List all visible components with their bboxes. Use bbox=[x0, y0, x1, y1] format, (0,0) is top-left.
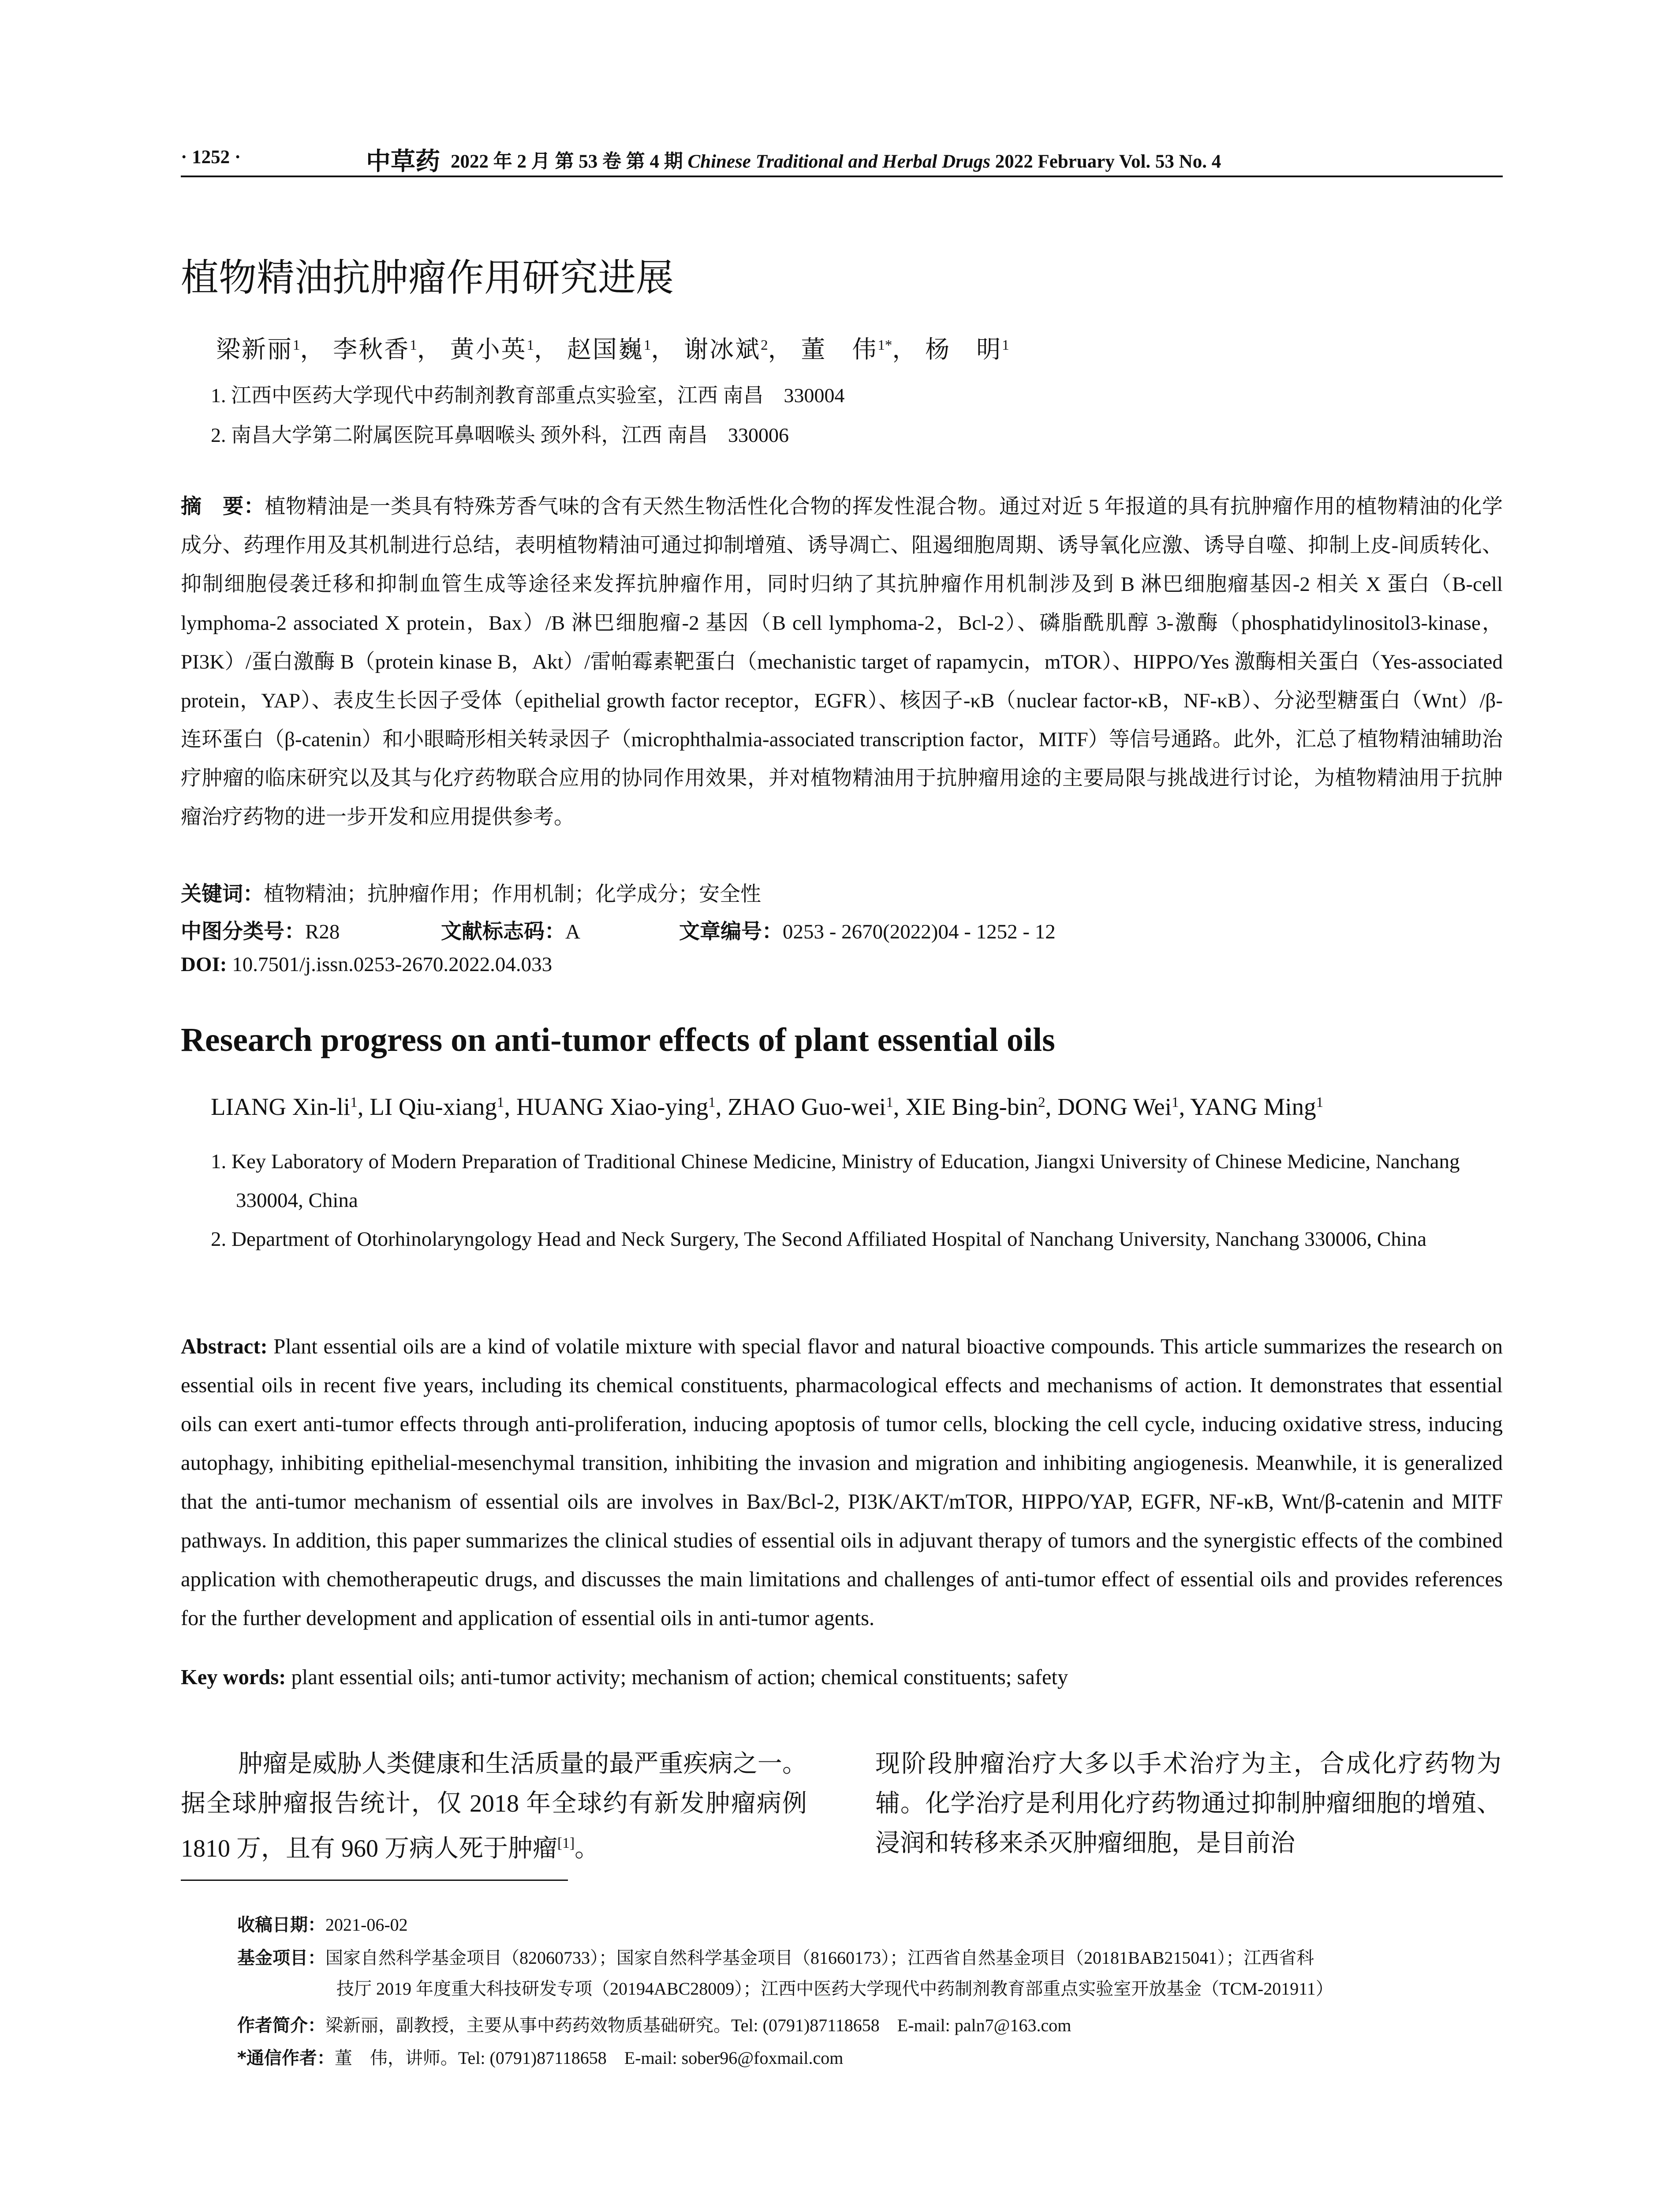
footnote-fund bbox=[237, 1943, 1503, 2004]
corresponding-label: *通信作者： bbox=[237, 2048, 335, 2068]
author-cn: 赵国巍$^1$， bbox=[567, 336, 677, 363]
footnote-corresponding bbox=[237, 2043, 1503, 2074]
author-bio: 梁新丽，副教授，主要从事中药药效物质基础研究。Tel: (0791)87118658 E-mail: paln7@163.com bbox=[325, 2015, 1071, 2035]
author-en: DONG Wei$^1$, bbox=[1057, 1093, 1190, 1120]
header-rule bbox=[181, 176, 1503, 177]
keywords-en bbox=[181, 1665, 1068, 1689]
journal-name-cn: 中草药 bbox=[366, 147, 440, 176]
authors-en bbox=[211, 1093, 1323, 1121]
received-label: 收稿日期： bbox=[237, 1915, 325, 1935]
body-paragraph: 肿瘤是威胁人类健康和生活质量的最严重疾病之一。据全球肿瘤报告统计，仅 2018 年全球约有新发肿瘤病例 1810 万，且有 960 万病人死于肿瘤[1]。 bbox=[181, 1750, 807, 1863]
abstract-cn-text: 植物精油是一类具有特殊芳香气味的含有天然生物活性化合物的挥发性混合物。通过对近 5 年报道的具有抗肿瘤作用的植物精油的化学成分、药理作用及其机制进行总结，表明植物精油可通过抑制增殖、诱导凋亡、阻遏细胞周期、诱导氧化应激、诱导自噬、抑制上皮-间质转化、抑制细胞侵袭迁移和抑制血管生成等途径来发挥抗肿瘤作用，同时归纳了其抗肿瘤作用机制涉及到 B 淋巴细胞瘤基因-2 相关 X 蛋白（B-cell lymphoma-2 associated X protein，Bax）/B 淋巴细胞瘤-2 基因（B cell lymphoma-2，Bcl-2）、磷脂酰肌醇 3-激酶（phosphatidylinositol3-kinase，PI3K）/蛋白激酶 B（protein kinase B，Akt）/雷帕霉素靶蛋白（mechanistic target of rapamycin，mTOR）、HIPPO/Yes 激酶相关蛋白（Yes-associated protein，YAP）、表皮生长因子受体（epithelial growth factor receptor，EGFR）、核因子-κB（nuclear factor-κB，NF-κB）、分泌型糖蛋白（Wnt）/β-连环蛋白（β-catenin）和小眼畸形相关转录因子（microphthalmia-associated transcription factor，MITF）等信号通路。此外，汇总了植物精油辅助治疗肿瘤的临床研究以及其与化疗药物联合应用的协同作用效果，并对植物精油用于抗肿瘤用途的主要局限与挑战进行讨论，为植物精油用于抗肿瘤治疗药物的进一步开发和应用提供参考。 bbox=[181, 495, 1503, 829]
abstract-en bbox=[181, 1327, 1503, 1638]
footnote-rule bbox=[181, 1880, 568, 1881]
affiliation-en-1: 1. Key Laboratory of Modern Preparation of Traditional Chinese Medicine, Ministry of Education, Jiangxi University of Chinese Medicine, Nanchang 330004, China bbox=[211, 1150, 1460, 1212]
doi-line bbox=[181, 953, 552, 976]
abstract-cn bbox=[181, 487, 1503, 837]
keywords-cn-text: 植物精油；抗肿瘤作用；作用机制；化学成分；安全性 bbox=[264, 883, 761, 906]
body-column-left bbox=[181, 1744, 807, 1869]
body-paragraph: 现阶段肿瘤治疗大多以手术治疗为主，合成化疗药物为辅。化学治疗是利用化疗药物通过抑制肿瘤细胞的增殖、浸润和转移来杀灭肿瘤细胞，是目前治 bbox=[875, 1750, 1501, 1857]
keywords-en-text: plant essential oils; anti-tumor activity; mechanism of action; chemical constituents; safety bbox=[291, 1666, 1068, 1689]
issue-en: 2022 February Vol. 53 No. 4 bbox=[995, 151, 1221, 172]
running-header bbox=[181, 142, 1504, 176]
classification-line bbox=[181, 915, 1503, 946]
author-bio-label: 作者简介： bbox=[237, 2015, 325, 2036]
article-no-value: 0253 - 2670(2022)04 - 1252 - 12 bbox=[783, 920, 1056, 943]
body-column-right bbox=[875, 1744, 1501, 1863]
author-en: YANG Ming$^1$ bbox=[1190, 1093, 1324, 1120]
received-date: 2021-06-02 bbox=[325, 1915, 408, 1935]
keywords-cn-label: 关键词： bbox=[181, 882, 264, 906]
title-en: Research progress on anti-tumor effects of plant essential oils bbox=[181, 1021, 1055, 1058]
authors-cn bbox=[216, 330, 1009, 365]
fund-text-1: 国家自然科学基金项目（82060733）；国家自然科学基金项目（81660173）；江西省自然基金项目（20181BAB215041）；江西省科 bbox=[325, 1948, 1314, 1968]
fund-text-2: 技厅 2019 年度重大科技研发专项（20194ABC28009）；江西中医药大学现代中药制剂教育部重点实验室开放基金（TCM-201911） bbox=[336, 1979, 1333, 1999]
abstract-en-label: Abstract: bbox=[181, 1335, 268, 1358]
abstract-cn-label: 摘 要： bbox=[181, 494, 265, 519]
doc-code-label: 文献标志码： bbox=[441, 919, 565, 944]
corresponding-author: 董 伟，讲师。Tel: (0791)87118658 E-mail: sober96@foxmail.com bbox=[334, 2048, 844, 2068]
author-cn: 李秋香$^1$， bbox=[333, 336, 443, 363]
fund-label: 基金项目： bbox=[237, 1948, 325, 1968]
author-cn: 杨 明$^1$ bbox=[925, 336, 1009, 363]
author-cn: 黄小英$^1$， bbox=[450, 336, 560, 363]
author-en: XIE Bing-bin$^2$, bbox=[905, 1093, 1058, 1120]
page-number: · 1252 · bbox=[181, 147, 241, 168]
article-no-label: 文章编号： bbox=[679, 919, 783, 944]
abstract-en-text: Plant essential oils are a kind of volatile mixture with special flavor and natural bioactive compounds. This article summarizes the research on essential oils in recent five years, including its chemical constituents, pharmacological effects and mechanisms of action. It demonstrates that essential oils can exert anti-tumor effects through anti-proliferation, inducing apoptosis of tumor cells, blocking the cell cycle, inducing oxidative stress, inducing autophagy, inhibiting epithelial-mesenchymal transition, inhibiting the invasion and migration and inhibiting angiogenesis. Meanwhile, it is generalized that the anti-tumor mechanism of essential oils are involves in Bax/Bcl-2, PI3K/AKT/mTOR, HIPPO/YAP, EGFR, NF-κB, Wnt/β-catenin and MITF pathways. In addition, this paper summarizes the clinical studies of essential oils in adjuvant therapy of tumors and the synergistic effects of the combined application with chemotherapeutic drugs, and discusses the main limitations and challenges of anti-tumor effect of essential oils and provides references for the further development and application of essential oils in anti-tumor agents. bbox=[181, 1335, 1503, 1630]
author-en: HUANG Xiao-ying$^1$, bbox=[516, 1093, 728, 1120]
affiliation-cn-2: 2. 南昌大学第二附属医院耳鼻咽喉头 颈外科，江西 南昌 330006 bbox=[211, 424, 789, 446]
keywords-cn bbox=[181, 878, 761, 907]
footnote-author bbox=[237, 2010, 1503, 2041]
author-cn: 梁新丽$^1$， bbox=[216, 336, 326, 363]
author-en: LI Qiu-xiang$^1$, bbox=[370, 1093, 516, 1120]
affiliations-en bbox=[211, 1142, 1503, 1259]
doi-label: DOI: bbox=[181, 953, 227, 976]
issue-cn: 2022 年 2 月 第 53 卷 第 4 期 bbox=[451, 151, 683, 172]
footnote-received bbox=[237, 1910, 1503, 1940]
author-en: LIANG Xin-$li^1$, bbox=[211, 1093, 370, 1120]
affiliation-cn-1: 1. 江西中医药大学现代中药制剂教育部重点实验室，江西 南昌 330004 bbox=[211, 384, 845, 407]
citation-ref: [1] bbox=[557, 1835, 575, 1851]
journal-issue bbox=[451, 146, 1221, 173]
author-en: ZHAO Guo-wei$^1$, bbox=[728, 1093, 906, 1120]
doi-value: 10.7501/j.issn.0253-2670.2022.04.033 bbox=[232, 953, 553, 976]
author-cn: 董 伟$^{1*}$， bbox=[801, 336, 918, 363]
author-cn: 谢冰斌$^2$， bbox=[684, 336, 794, 363]
clc-value: R28 bbox=[305, 920, 340, 943]
journal-name-en: Chinese Traditional and Herbal Drugs bbox=[687, 151, 991, 172]
keywords-en-label: Key words: bbox=[181, 1666, 286, 1689]
affiliation-en-2: 2. Department of Otorhinolaryngology Head and Neck Surgery, The Second Affiliated Hospital of Nanchang University, Nanchang 330006, China bbox=[211, 1228, 1427, 1251]
doc-code-value: A bbox=[565, 920, 580, 943]
title-cn: 植物精油抗肿瘤作用研究进展 bbox=[181, 256, 674, 300]
clc-label: 中图分类号： bbox=[181, 919, 305, 944]
